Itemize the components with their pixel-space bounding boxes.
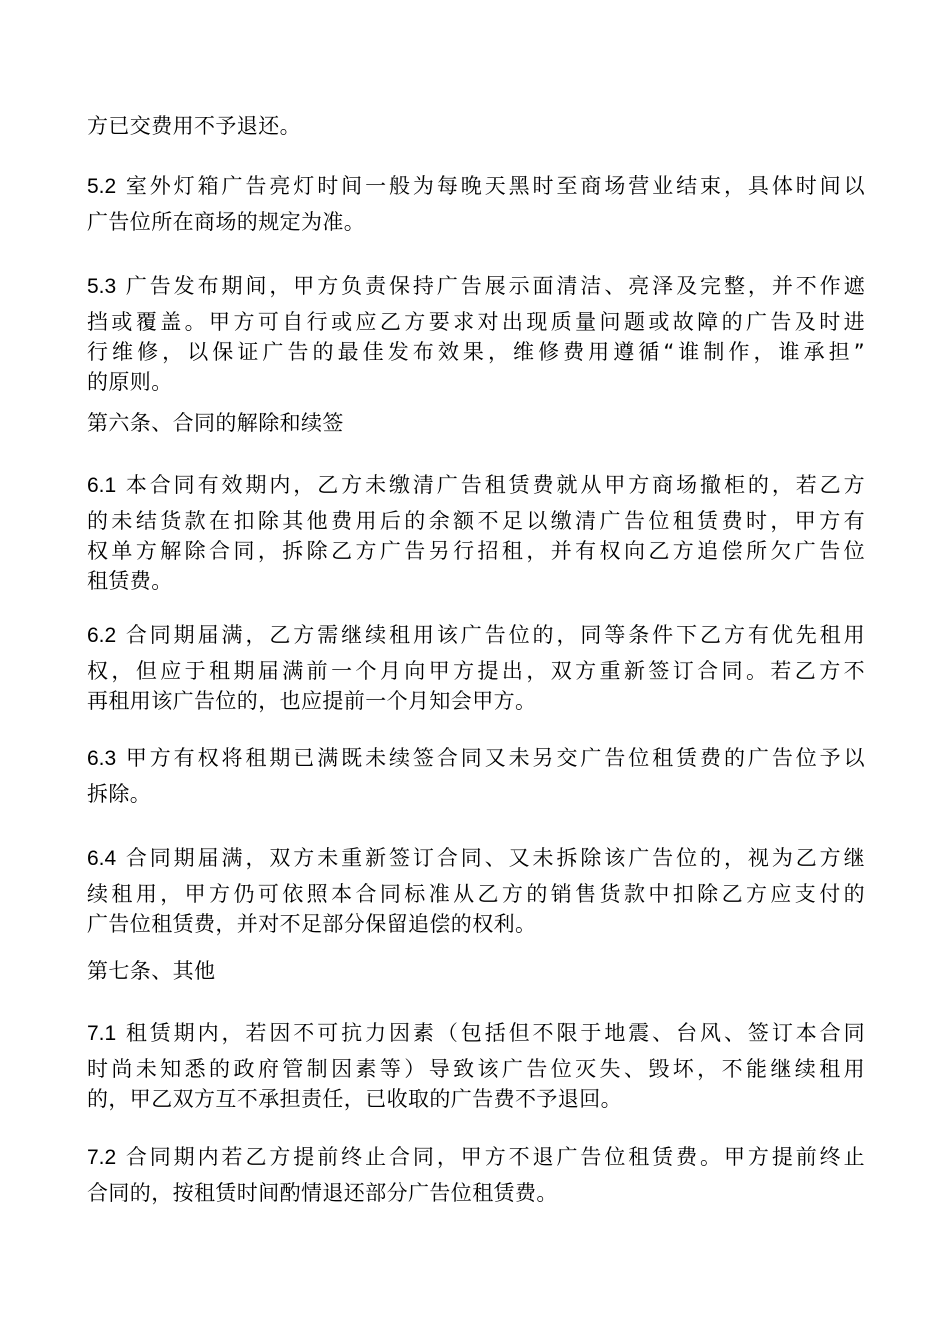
clause-7-2 (87, 1142, 865, 1208)
paragraph-line: 的原则。 (87, 370, 173, 394)
paragraph-line: 7.1 租赁期内，若因不可抗力因素（包括但不限于地震、台风、签订本合同 (87, 1021, 865, 1045)
paragraph-line: 合同的，按租赁时间酌情退还部分广告位租赁费。 (87, 1181, 558, 1205)
paragraph-line: 租赁费。 (87, 569, 173, 593)
paragraph-line: 方已交费用不予退还。 (87, 114, 301, 138)
paragraph-line: 再租用该广告位的，也应提前一个月知会甲方。 (87, 689, 537, 713)
paragraph-line: 权单方解除合同，拆除乙方广告另行招租，并有权向乙方追偿所欠广告位 (87, 539, 865, 563)
paragraph-line: 6.3 甲方有权将租期已满既未续签合同又未另交广告位租赁费的广告位予以 (87, 746, 865, 770)
paragraph-line: 挡或覆盖。甲方可自行或应乙方要求对出现质量问题或故障的广告及时进 (87, 310, 865, 334)
clause-number: 6.2 (87, 624, 117, 647)
clause-6-1 (87, 470, 865, 596)
paragraph-line: 6.1 本合同有效期内，乙方未缴清广告租赁费就从甲方商场撤柜的，若乙方 (87, 473, 865, 497)
paragraph-line: 6.2 合同期届满，乙方需继续租用该广告位的，同等条件下乙方有优先租用 (87, 623, 865, 647)
clause-number: 7.2 (87, 1146, 117, 1169)
paragraph-line: 6.4 合同期届满，双方未重新签订合同、又未拆除该广告位的，视为乙方继 (87, 846, 865, 870)
clause-number: 5.2 (87, 175, 117, 198)
clause-6-4 (87, 843, 865, 939)
clause-number: 6.3 (87, 747, 117, 770)
clause-7-1 (87, 1018, 865, 1114)
paragraph-line: 续租用，甲方仍可依照本合同标准从乙方的销售货款中扣除乙方应支付的 (87, 882, 865, 906)
clause-number: 7.1 (87, 1022, 117, 1045)
clause-number: 6.4 (87, 847, 117, 870)
clause-5-3 (87, 271, 865, 397)
paragraph-line: 5.3 广告发布期间，甲方负责保持广告展示面清洁、亮泽及完整，并不作遮 (87, 274, 865, 298)
paragraph-continuation (87, 111, 865, 141)
clause-number: 5.3 (87, 275, 117, 298)
paragraph-line: 权，但应于租期届满前一个月向甲方提出，双方重新签订合同。若乙方不 (87, 659, 865, 683)
paragraph-line: 的未结货款在扣除其他费用后的余额不足以缴清广告位租赁费时，甲方有 (87, 509, 865, 533)
paragraph-line: 5.2 室外灯箱广告亮灯时间一般为每晚天黑时至商场营业结束，具体时间以 (87, 174, 865, 198)
section-title: 第六条、合同的解除和续签 (87, 411, 344, 435)
section-heading-6 (87, 408, 865, 438)
clause-6-3 (87, 743, 865, 809)
clause-5-2 (87, 171, 865, 237)
clause-number: 6.1 (87, 474, 117, 497)
paragraph-line: 7.2 合同期内若乙方提前终止合同，甲方不退广告位租赁费。甲方提前终止 (87, 1145, 865, 1169)
paragraph-line: 时尚未知悉的政府管制因素等）导致该广告位灭失、毁坏，不能继续租用 (87, 1057, 865, 1081)
paragraph-line: 广告位所在商场的规定为准。 (87, 210, 366, 234)
paragraph-line: 广告位租赁费，并对不足部分保留追偿的权利。 (87, 912, 537, 936)
paragraph-line: 的，甲乙双方互不承担责任，已收取的广告费不予退回。 (87, 1087, 622, 1111)
paragraph-line: 拆除。 (87, 782, 152, 806)
paragraph-line: 行维修，以保证广告的最佳发布效果，维修费用遵循“谁制作，谁承担” (87, 340, 865, 364)
section-heading-7 (87, 956, 865, 986)
clause-6-2 (87, 620, 865, 716)
section-title: 第七条、其他 (87, 959, 216, 983)
